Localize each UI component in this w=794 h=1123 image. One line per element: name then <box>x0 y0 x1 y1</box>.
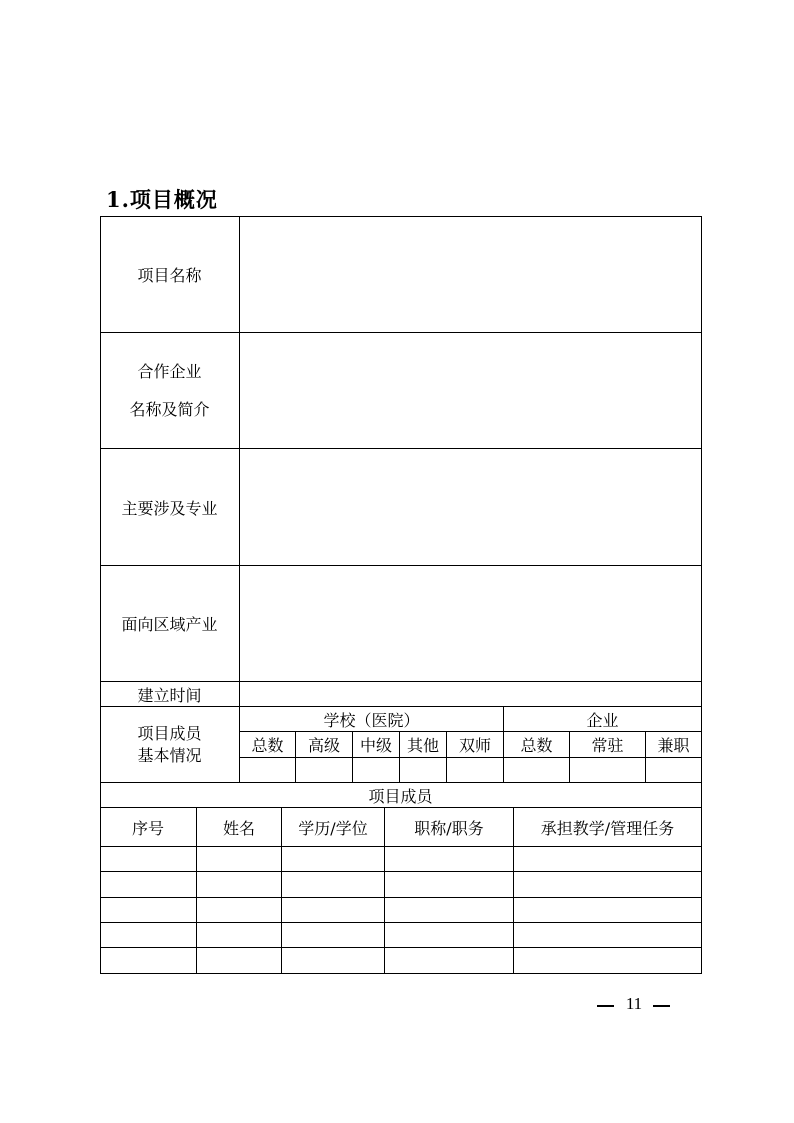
partner-company-label <box>100 333 239 448</box>
school-header: 学校（医院） <box>323 710 420 730</box>
school-dual-teacher-header: 双师 <box>458 736 491 755</box>
members-basic-label-line1: 项目成员 <box>137 723 202 743</box>
row-divider <box>100 871 702 872</box>
school-total-header: 总数 <box>251 736 284 755</box>
members-list-title: 项目成员 <box>368 786 433 806</box>
partner-label-line2: 名称及简介 <box>129 399 210 419</box>
project-name-label: 项目名称 <box>137 266 202 285</box>
row-divider <box>240 757 702 758</box>
members-basic-label-line2: 基本情况 <box>137 745 202 765</box>
industry-label: 面向区域产业 <box>121 615 218 634</box>
col-header-title: 职称/职务 <box>414 818 484 838</box>
established-label: 建立时间 <box>137 685 202 705</box>
row-divider <box>100 846 702 847</box>
page-number: 11 <box>625 994 643 1013</box>
school-other-header: 其他 <box>406 736 439 755</box>
col-header-name: 姓名 <box>222 818 255 838</box>
enterprise-resident-header: 常驻 <box>591 736 624 755</box>
col-header-index: 序号 <box>131 818 164 838</box>
partner-label-line1: 合作企业 <box>137 361 202 381</box>
enterprise-part-time-header: 兼职 <box>657 736 690 755</box>
partner-company-field[interactable] <box>240 333 701 448</box>
enterprise-header: 企业 <box>586 710 619 730</box>
members-basic-label <box>100 707 239 782</box>
established-field[interactable] <box>240 682 701 706</box>
project-name-field[interactable] <box>240 217 701 332</box>
industry-field[interactable] <box>240 566 701 681</box>
row-divider <box>100 897 702 898</box>
page-number-dash-left <box>597 1005 614 1007</box>
page-number-dash-right <box>653 1005 670 1007</box>
row-divider <box>100 922 702 923</box>
row-divider <box>100 947 702 948</box>
school-intermediate-header: 中级 <box>359 736 392 755</box>
section-title: 1.项目概况 <box>106 187 218 212</box>
majors-field[interactable] <box>240 449 701 565</box>
enterprise-total-header: 总数 <box>520 736 553 755</box>
majors-label: 主要涉及专业 <box>121 498 218 518</box>
col-header-tasks: 承担教学/管理任务 <box>540 818 675 838</box>
school-senior-header: 高级 <box>307 736 340 755</box>
col-header-education: 学历/学位 <box>298 818 368 838</box>
